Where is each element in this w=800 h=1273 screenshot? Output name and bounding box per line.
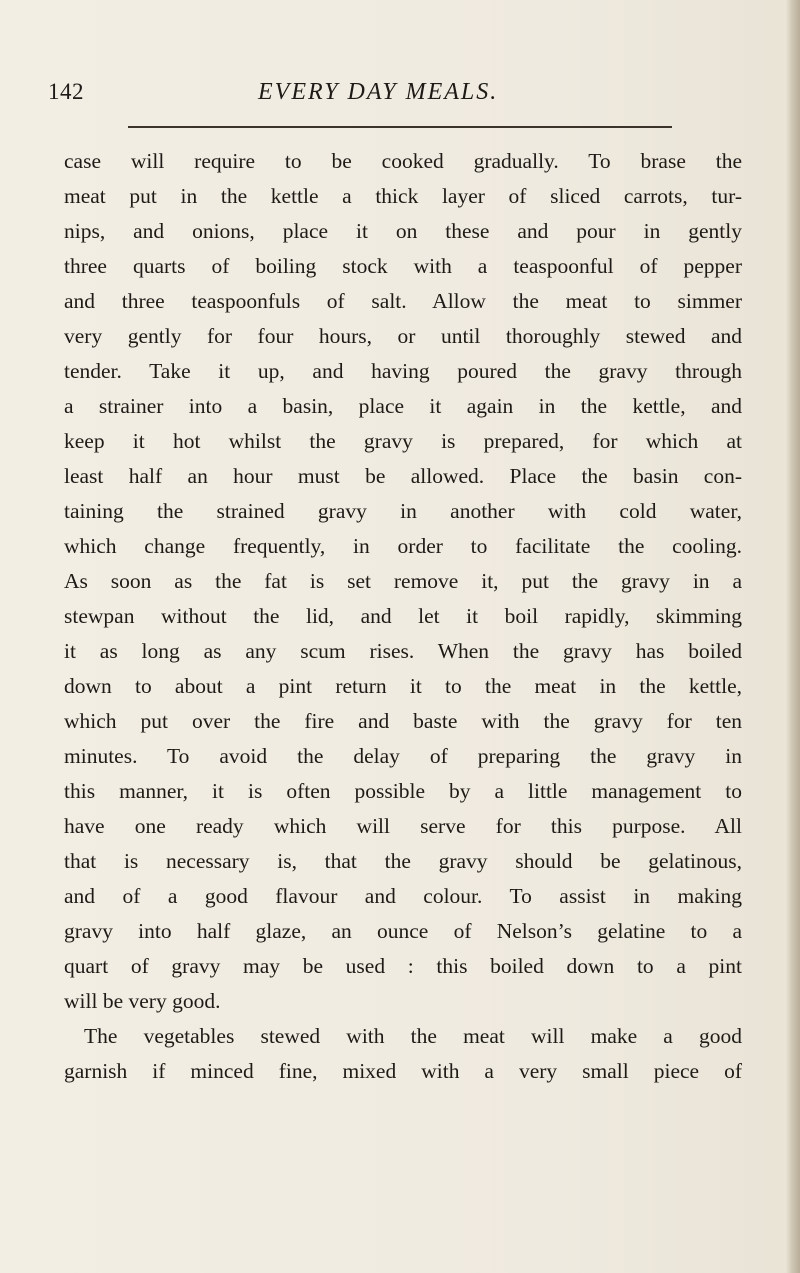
- text-line: tender. Take it up, and having poured the gravy through: [64, 359, 742, 383]
- page-edge-shadow: [786, 0, 800, 1273]
- text-line: keep it hot whilst the gravy is prepared, for which at: [64, 429, 742, 453]
- text-line: and three teaspoonfuls of salt. Allow the meat to simmer: [64, 289, 742, 313]
- text-line: down to about a pint return it to the meat in the kettle,: [64, 674, 742, 698]
- text-line: which put over the fire and baste with the gravy for ten: [64, 709, 742, 733]
- text-line: least half an hour must be allowed. Place the basin con-: [64, 464, 742, 488]
- text-line: As soon as the fat is set remove it, put the gravy in a: [64, 569, 742, 593]
- page-number: 142: [48, 79, 84, 104]
- text-line: garnish if minced fine, mixed with a very small piece of: [64, 1059, 742, 1083]
- text-line: this manner, it is often possible by a little management to: [64, 779, 742, 803]
- body-text: [64, 144, 742, 1089]
- text-line: quart of gravy may be used : this boiled down to a pint: [64, 954, 742, 978]
- page-header: [0, 75, 800, 109]
- text-line: taining the strained gravy in another with cold water,: [64, 499, 742, 523]
- text-line: The vegetables stewed with the meat will make a good: [84, 1024, 742, 1048]
- text-line: have one ready which will serve for this purpose. All: [64, 814, 742, 838]
- running-head: EVERY DAY MEALS.: [258, 79, 499, 105]
- text-line: meat put in the kettle a thick layer of sliced carrots, tur-: [64, 184, 742, 208]
- text-line: nips, and onions, place it on these and pour in gently: [64, 219, 742, 243]
- text-line: three quarts of boiling stock with a teaspoonful of pepper: [64, 254, 742, 278]
- text-line: case will require to be cooked gradually. To brase the: [64, 149, 742, 173]
- text-line: it as long as any scum rises. When the gravy has boiled: [64, 639, 742, 663]
- text-line: very gently for four hours, or until thoroughly stewed and: [64, 324, 742, 348]
- text-line: gravy into half glaze, an ounce of Nelson’s gelatine to a: [64, 919, 742, 943]
- text-line: a strainer into a basin, place it again in the kettle, and: [64, 394, 742, 418]
- text-line: stewpan without the lid, and let it boil rapidly, skimming: [64, 604, 742, 628]
- text-line: and of a good flavour and colour. To assist in making: [64, 884, 742, 908]
- text-line: minutes. To avoid the delay of preparing the gravy in: [64, 744, 742, 768]
- text-line: that is necessary is, that the gravy should be gelatinous,: [64, 849, 742, 873]
- text-line: will be very good.: [64, 989, 221, 1013]
- text-line: which change frequently, in order to facilitate the cooling.: [64, 534, 742, 558]
- header-rule: [128, 126, 672, 128]
